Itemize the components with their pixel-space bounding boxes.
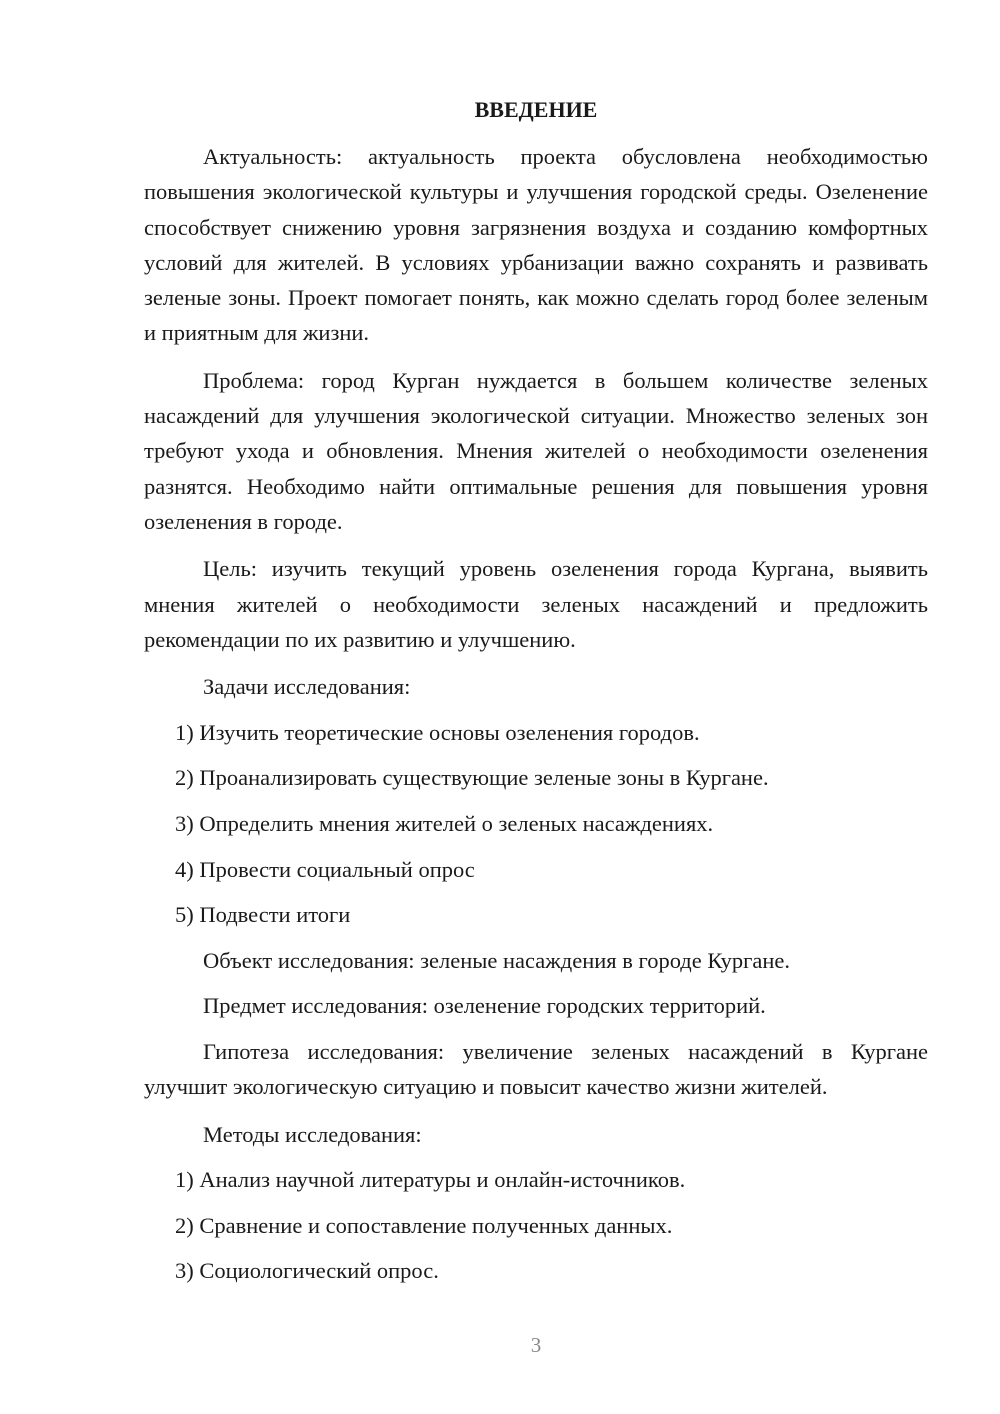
list-item: 3) Социологический опрос. — [175, 1258, 439, 1284]
document-page — [144, 95, 928, 1299]
list-item: 2) Сравнение и сопоставление полученных данных. — [175, 1212, 673, 1238]
list-item: 2) Проанализировать существующие зеленые зоны в Кургане. — [175, 765, 769, 791]
object-line: Объект исследования: зеленые насаждения в городе Кургане. — [203, 947, 791, 973]
tasks-heading: Задачи исследования: — [203, 674, 411, 700]
tasks-list — [144, 715, 928, 932]
list-item: 5) Подвести итоги — [175, 902, 351, 928]
problem-paragraph: Проблема: город Курган нуждается в большем количестве зеленых насаждений для улучшения экологической ситуации. Множество зеленых зон требуют ухода и обновления. Мнения жителей о необходимости озеленения разнятся. Необходимо найти оптимальные решения для повышения уровня озеленения в городе. — [144, 367, 928, 534]
page-number: 3 — [530, 1333, 542, 1357]
methods-heading: Методы исследования: — [203, 1121, 422, 1147]
goal-paragraph: Цель: изучить текущий уровень озеленения города Кургана, выявить мнения жителей о необходимости зеленых насаждений и предложить рекомендации по их развитию и улучшению. — [144, 556, 928, 652]
hypothesis-paragraph: Гипотеза исследования: увеличение зеленых насаждений в Кургане улучшит экологическую ситуацию и повысит качество жизни жителей. — [144, 1038, 928, 1100]
methods-list — [144, 1162, 928, 1288]
section-title: ВВЕДЕНИЕ — [474, 97, 598, 122]
list-item: 3) Определить мнения жителей о зеленых насаждениях. — [175, 810, 714, 836]
list-item: 4) Провести социальный опрос — [175, 856, 475, 882]
relevance-paragraph: Актуальность: актуальность проекта обусловлена необходимостью повышения экологической культуры и улучшения городской среды. Озеленение способствует снижению уровня загрязнения воздуха и созданию комфортных условий для жителей. В условиях урбанизации важно сохранять и развивать зеленые зоны. Проект помогает понять, как можно сделать город более зеленым и приятным для жизни. — [144, 144, 928, 346]
subject-line: Предмет исследования: озеленение городских территорий. — [203, 993, 766, 1019]
list-item: 1) Изучить теоретические основы озеленения городов. — [175, 719, 700, 745]
list-item: 1) Анализ научной литературы и онлайн-источников. — [175, 1167, 686, 1193]
